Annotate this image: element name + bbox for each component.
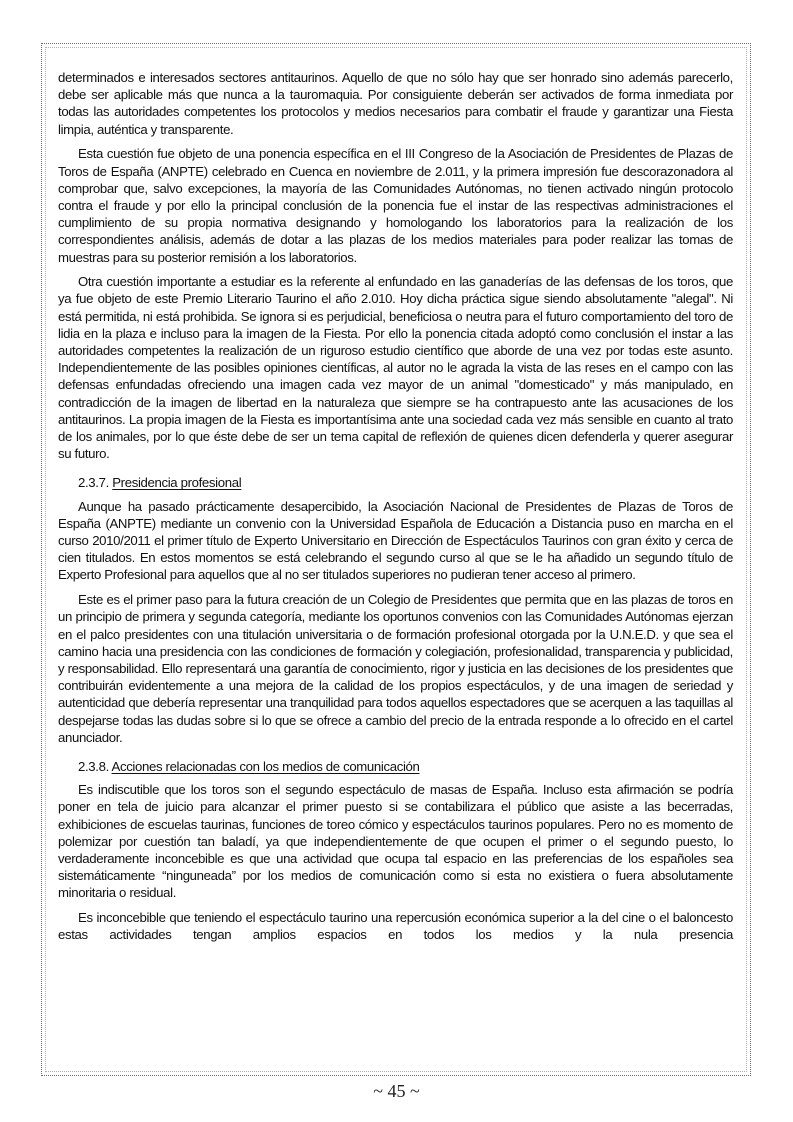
page-body bbox=[58, 69, 733, 951]
section-heading-2-3-7 bbox=[78, 474, 733, 491]
section-title: Acciones relacionadas con los medios de comunicación bbox=[111, 759, 420, 775]
paragraph-anpte-congress: Esta cuestión fue objeto de una ponencia específica en el III Congreso de la Asociación de Presidentes de Plazas de Toros de España (ANPTE) celebrado en Cuenca en noviembre de 2.011, y la primera impresión fue descorazonadora al comprobar que, salvo excepciones, la mayoría de las Comunidades Autónomas, no tienen activado ningún protocolo contra el fraude y por ello la principal conclusión de la ponencia fue el instar de las respectivas administraciones el cumplimiento de su propia normativa designando y homologando los laboratorios para la realización de los correspondientes análisis, además de dotar a las plazas de los medios materiales para poder realizar las tomas de muestras para su posterior remisión a los laboratorios. bbox=[58, 146, 733, 265]
page-number: ~ 45 ~ bbox=[373, 1081, 420, 1101]
paragraph-economic-impact: Es inconcebible que teniendo el espectáculo taurino una repercusión económica superior a la del cine o el baloncesto estas actividades tengan amplios espacios en todos los medios y la nula presencia bbox=[58, 910, 733, 943]
paragraph-uned-course: Aunque ha pasado prácticamente desapercibido, la Asociación Nacional de Presidentes de Plazas de Toros de España (ANPTE) mediante un convenio con la Universidad Española de Educación a Distancia puso en marcha en el curso 2010/2011 el primer título de Experto Universitario en Dirección de Espectáculos Taurinos con gran éxito y cerca de cien titulados. En estos momentos se está celebrando el segundo curso al que se le ha añadido un segundo título de Experto Profesional para aquellos que al no ser titulados superiores no pudieran tener acceso al primero. bbox=[58, 498, 733, 583]
section-number: 2.3.8. bbox=[78, 759, 109, 775]
section-heading-2-3-8 bbox=[78, 758, 733, 775]
paragraph-fraud-continuation: determinados e interesados sectores antitaurinos. Aquello de que no sólo hay que ser honrado sino además parecerlo, debe ser aplicable más que nunca a la tauromaquia. Por consiguiente deberán ser activados de forma inmediata por todas las autoridades competentes los protocolos y medios necesarios para combatir el fraude y garantizar una Fiesta limpia, auténtica y transparente. bbox=[58, 70, 733, 137]
paragraph-mass-spectacle: Es indiscutible que los toros son el segundo espectáculo de masas de España. Incluso esta afirmación se podría poner en tela de juicio para alcanzar el primer puesto si se contabilizara el público que asiste a las becerradas, exhibiciones de escuelas taurinas, funciones de toreo cómico y espectáculos taurinos populares. Pero no es momento de polemizar por cuestión tan baladí, ya que independientemente de que ocupen el primer o el segundo puesto, lo verdaderamente inconcebible es que una actividad que ocupa tal espacio en las preferencias de los españoles sea sistemáticamente “ninguneada” por los medios de comunicación como si esta no existiera o fuera absolutamente minoritaria o residual. bbox=[58, 782, 733, 901]
section-number: 2.3.7. bbox=[78, 475, 109, 491]
paragraph-colegio-presidentes: Este es el primer paso para la futura creación de un Colegio de Presidentes que permita que en las plazas de toros en un principio de primera y segunda categoría, mediante los oportunos convenios con las Comunidades Autónomas ejerzan en el palco presidentes con una titulación universitaria o de formación profesional otorgada por la U.N.E.D. y que sea el camino hacia una presidencia con las condiciones de formación y colegiación, profesionalidad, transparencia y publicidad, y responsabilidad. Ello representará una garantía de conocimiento, rigor y justicia en las decisiones de los presidentes que contribuirán evidentemente a una mejora de la calidad de los propios espectáculos, y de una imagen de seriedad y autenticidad que debería representar una tranquilidad para todos aquellos espectadores que se acerquen a las taquillas al despejarse todas las dudas sobre si lo que se ofrece a cambio del precio de la entrada responde a lo ofrecido en el cartel anunciador. bbox=[58, 592, 733, 745]
paragraph-enfundado-horns: Otra cuestión importante a estudiar es la referente al enfundado en las ganaderías de las defensas de los toros, que ya fue objeto de este Premio Literario Taurino el año 2.010. Hoy dicha práctica sigue siendo absolutamente "alegal". Ni está permitida, ni está prohibida. Se ignora si es perjudicial, beneficiosa o neutra para el futuro comportamiento del toro de lidia en la plaza e incluso para la imagen de la Fiesta. Por ello la ponencia citada adoptó como conclusión el instar a las autoridades competentes la realización de un riguroso estudio científico que aborde de una vez por todas este asunto. Independientemente de las posibles opiniones científicas, al autor no le agrada la vista de las reses en el campo con las defensas enfundadas ofreciendo una imagen cada vez mayor de un animal "domesticado" y más manipulado, en contradicción de la imagen de libertad en la naturaleza que siempre se ha contrapuesto ante las acusaciones de los antitaurinos. La propia imagen de la Fiesta es importantísima ante una sociedad cada vez más sensible en cuanto al trato de los animales, por lo que éste debe de ser un tema capital de reflexión de quienes dicen defenderla y querer asegurar su futuro. bbox=[58, 274, 733, 462]
section-title: Presidencia profesional bbox=[112, 475, 242, 491]
